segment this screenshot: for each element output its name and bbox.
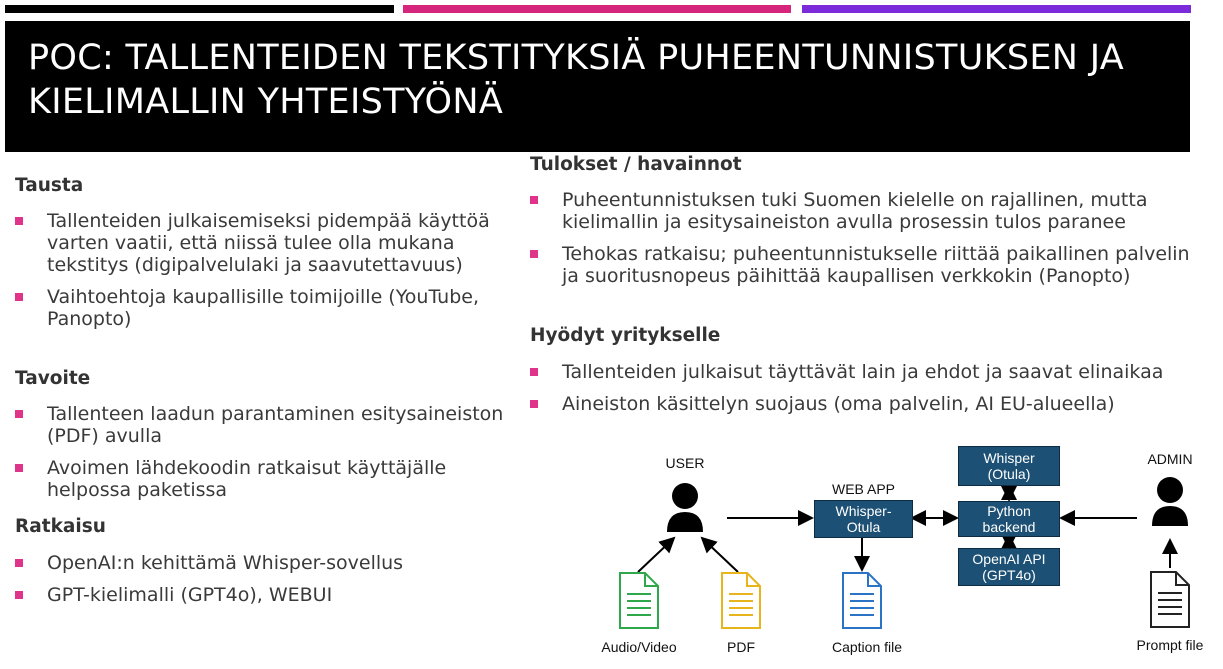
list-item: Vaihtoehtoja kaupallisille toimijoille (YouTube, Panopto) (15, 286, 505, 330)
list-item: Aineiston käsittelyn suojaus (oma palvelin, AI EU-alueella) (530, 393, 1190, 415)
openai-api-box (958, 548, 1060, 586)
list-item: Tehokas ratkaisu; puheentunnistukselle riittää paikallinen palvelin ja suoritusnopeus päihittää kaupallisen verkkokin (Panopto) (530, 243, 1190, 287)
admin-person-icon (1152, 477, 1188, 526)
pdf-file-icon (722, 573, 760, 628)
list-item: Tallenteen laadun parantaminen esitysaineiston (PDF) avulla (15, 403, 505, 447)
whisper-otula-box (958, 446, 1060, 486)
box-line: Whisper- (835, 503, 892, 519)
list-item: GPT-kielimalli (GPT4o), WEBUI (15, 584, 505, 606)
caption-file-label: Caption file (831, 639, 903, 655)
box-line: backend (982, 519, 1036, 535)
arrow-audio-to-user (638, 538, 674, 572)
box-line: Whisper (983, 450, 1035, 466)
caption-file-icon (843, 573, 881, 628)
audio-video-label: Audio/Video (601, 639, 677, 655)
heading-tausta: Tausta (15, 175, 84, 196)
pdf-label: PDF (727, 639, 755, 655)
heading-hyodyt: Hyödyt yritykselle (530, 325, 721, 346)
box-line: OpenAI API (972, 551, 1046, 567)
list-item: Tallenteiden julkaisemiseksi pidempää käyttöä varten vaatii, että niissä tulee olla mukana tekstitys (digipalvelulaki ja saavutettavuus) (15, 210, 505, 276)
heading-ratkaisu: Ratkaisu (15, 516, 106, 537)
box-line: (GPT4o) (982, 567, 1036, 583)
whisper-otula-webapp-box (814, 500, 913, 538)
list-item: OpenAI:n kehittämä Whisper-sovellus (15, 552, 505, 574)
list-item: Tallenteiden julkaisut täyttävät lain ja ehdot ja saavat elinaikaa (530, 361, 1190, 383)
box-line: Otula (846, 519, 881, 535)
audio-video-file-icon (620, 573, 658, 628)
prompt-file-icon (1151, 572, 1189, 627)
python-backend-box (958, 501, 1060, 537)
box-line: Python (987, 503, 1031, 519)
prompt-file-label: Prompt file (1136, 637, 1204, 653)
heading-tulokset: Tulokset / havainnot (530, 154, 742, 175)
webapp-label: WEB APP (831, 481, 896, 497)
arrow-pdf-to-user (702, 538, 738, 572)
heading-tavoite: Tavoite (15, 368, 91, 389)
box-line: (Otula) (987, 466, 1031, 482)
admin-label: ADMIN (1147, 451, 1193, 467)
list-item: Puheentunnistuksen tuki Suomen kielelle on rajallinen, mutta kielimallin ja esitysaineiston avulla prosessin tulos paranee (530, 189, 1190, 233)
list-item: Avoimen lähdekoodin ratkaisut käyttäjälle helpossa paketissa (15, 457, 505, 501)
slide-title: POC: TALLENTEIDEN TEKSTITYKSIÄ PUHEENTUNNISTUKSEN JA KIELIMALLIN YHTEISTYÖNÄ (28, 38, 1124, 122)
user-label: USER (665, 455, 705, 471)
user-person-icon (667, 483, 703, 532)
